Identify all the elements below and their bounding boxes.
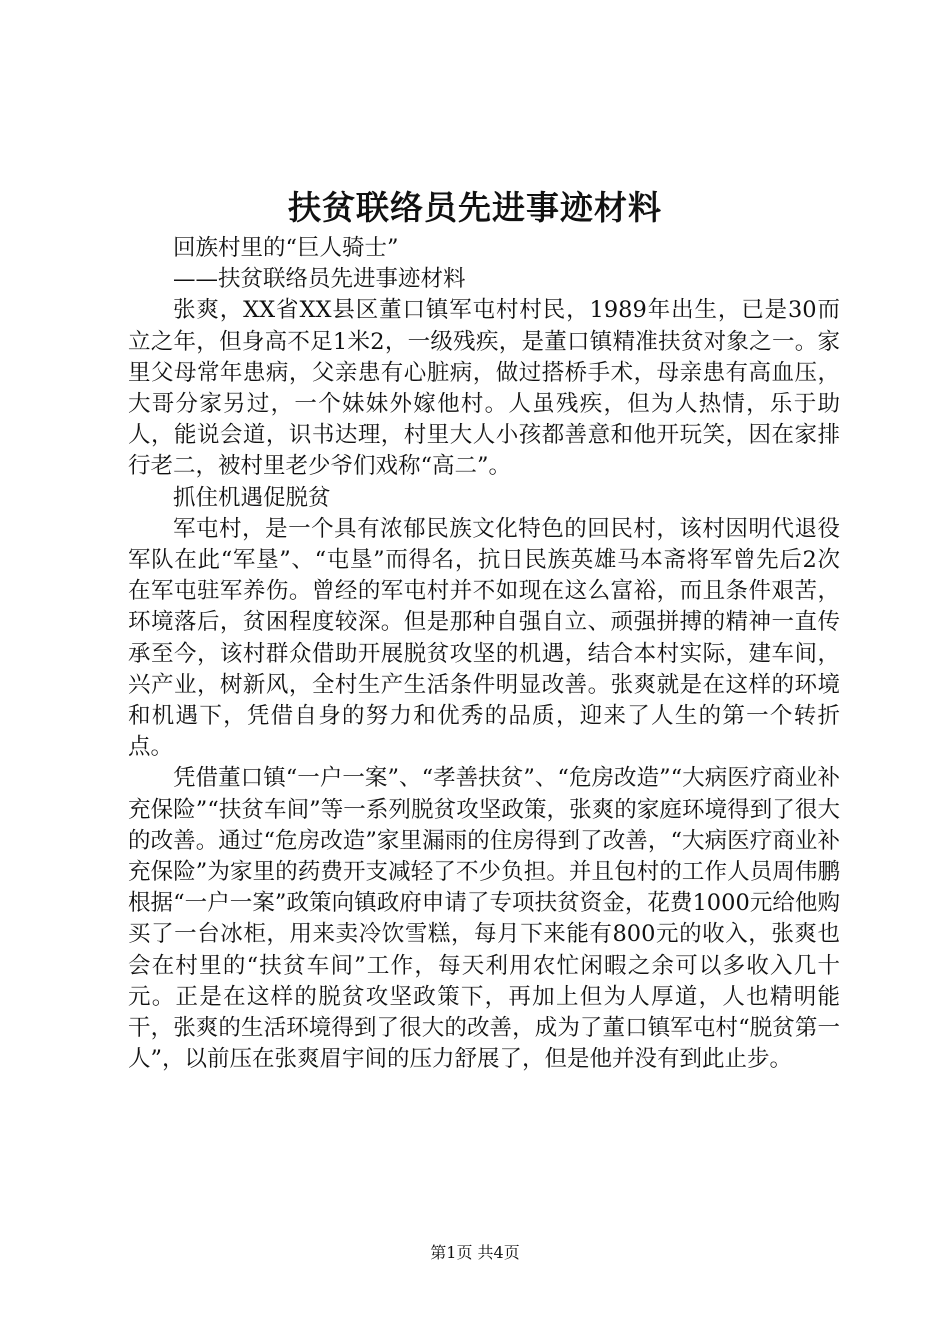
document-body bbox=[128, 233, 840, 1075]
page-footer: 第1页 共4页 bbox=[430, 1243, 520, 1262]
paragraph-policy: 凭借董口镇“一户一案”、“孝善扶贫”、“危房改造”“大病医疗商业补充保险”“扶贫车间”等一系列脱贫攻坚政策，张爽的家庭环境得到了很大的改善。通过“危房改造”家里漏雨的住房得到了改善，“大病医疗商业补充保险”为家里的药费开支减轻了不少负担。并且包村的工作人员周伟鹏根据“一户一案”政策向镇政府申请了专项扶贫资金，花费1000元给他购买了一台冰柜，用来卖冷饮雪糕，每月下来能有800元的收入，张爽也会在村里的“扶贫车间”工作，每天利用农忙闲暇之余可以多收入几十元。正是在这样的脱贫攻坚政策下，再加上但为人厚道，人也精明能干，张爽的生活环境得到了很大的改善，成为了董口镇军屯村“脱贫第一人”，以前压在张爽眉宇间的压力舒展了，但是他并没有到此止步。 bbox=[128, 765, 840, 1073]
subtitle-line: 回族村里的“巨人骑士” bbox=[173, 235, 399, 261]
subtitle-dash-line: ——扶贫联络员先进事迹材料 bbox=[173, 266, 466, 293]
paragraph-intro: 张爽，XX省XX县区董口镇军屯村村民，1989年出生，已是30而立之年，但身高不足1米2，一级残疾，是董口镇精准扶贫对象之一。家里父母常年患病，父亲患有心脏病，做过搭桥手术，母亲患有高血压，大哥分家另过，一个妹妹外嫁他村。人虽残疾，但为人热情，乐于助人，能说会道，识书达理，村里大人小孩都善意和他开玩笑，因在家排行老二，被村里老少爷们戏称“高二”。 bbox=[128, 297, 840, 480]
paragraph-village: 军屯村，是一个具有浓郁民族文化特色的回民村，该村因明代退役军队在此“军垦”、“屯垦”而得名，抗日民族英雄马本斋将军曾先后2次在军屯驻军养伤。曾经的军屯村并不如现在这么富裕，而且条件艰苦，环境落后，贫困程度较深。但是那种自强自立、顽强拼搏的精神一直传承至今，该村群众借助开展脱贫攻坚的机遇，结合本村实际，建车间，兴产业，树新风，全村生产生活条件明显改善。张爽就是在这样的环境和机遇下，凭借自身的努力和优秀的品质，迎来了人生的第一个转折点。 bbox=[128, 515, 840, 761]
document-title: 扶贫联络员先进事迹材料 bbox=[288, 188, 662, 227]
section-heading: 抓住机遇促脱贫 bbox=[173, 484, 331, 511]
